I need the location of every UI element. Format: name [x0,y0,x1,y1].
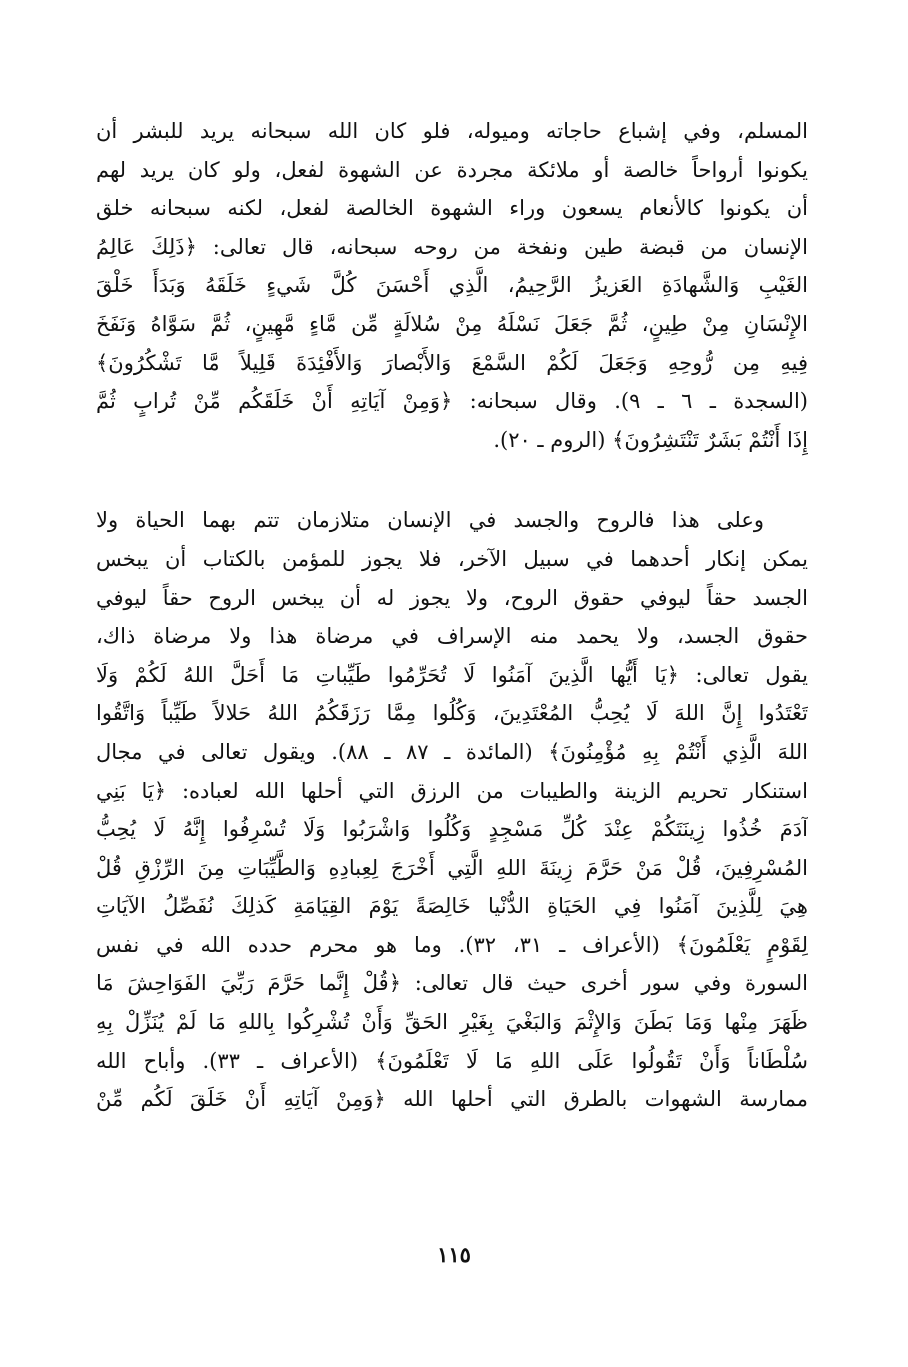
text-line: هِيَ لِلَّذِينَ آمَنُوا فِي الحَيَاةِ الدُّنْيا خَالِصَةً يَوْمَ القِيَامَةِ كَذلِكَ نُفَصِّلُ الآيَاتِ [96,894,808,919]
text-line: المُسْرِفِينَ، قُلْ مَنْ حَرَّمَ زِينَةَ اللهِ الَّتِي أَخْرَجَ لِعِبادِهِ وَالطَّيِّبَاتِ مِنَ الرِّزْقِ قُلْ [96,855,808,880]
text-line: الغَيْبِ وَالشَّهادَةِ العَزيزُ الرَّحِيمُ، الَّذِي أَحْسَنَ كُلَّ شَيءٍ خَلَقَهُ وَبَدَأَ خَلْقَ [96,273,808,298]
text-line: وعلى هذا فالروح والجسد في الإنسان متلازمان تتم بهما الحياة ولا [96,508,764,533]
text-line: يكونوا أرواحاً خالصة أو ملائكة مجردة عن الشهوة لفعل، ولو كان يريد لهم [96,157,808,182]
text-line: استنكار تحريم الزينة والطيبات من الرزق التي أحلها الله لعباده: ﴿يَا بَنِي [96,778,808,803]
text-line: ممارسة الشهوات بالطرق التي أحلها الله ﴿وَمِنْ آيَاتِهِ أَنْ خَلَقَ لَكُم مِّنْ [96,1087,808,1112]
text-line: (السجدة ـ ٦ ـ ٩). وقال سبحانه: ﴿وَمِنْ آيَاتِهِ أَنْ خَلَقَكُم مِّنْ تُرابٍ ثُمَّ [96,389,808,414]
text-line: أن يكونوا كالأنعام يسعون وراء الشهوة الخالصة لفعل، لكنه سبحانه خلق [96,196,808,221]
text-line: حقوق الجسد، ولا يحمد منه الإسراف في مرضاة هذا ولا مرضاة ذاك، [96,624,808,649]
text-line: فِيهِ مِن رُّوحِهِ وَجَعَلَ لَكُمْ السَّمْعَ وَالأَبْصارَ وَالأَفْئِدَةَ قَلِيلاً مَّا تَشْكُرُونَ﴾ [96,350,808,375]
text-line: اللهَ الَّذِي أَنْتُمْ بِهِ مُؤْمِنُونَ﴾ (المائدة ـ ٨٧ ـ ٨٨). ويقول تعالى في مجال [96,739,808,764]
text-line: المسلم، وفي إشباع حاجاته وميوله، فلو كان الله سبحانه يريد للبشر أن [96,119,808,143]
text-line: يمكن إنكار أحدهما في سبيل الآخر، فلا يجوز للمؤمن بالكتاب أن يبخس [96,546,808,571]
text-line: تَعْتَدُوا إِنَّ اللهَ لَا يُحِبُّ المُعْتَدِينَ، وَكُلُوا مِمَّا رَزَقَكُمُ اللهُ حَلالاً طَيِّباً وَاتَّقُوا [96,701,808,726]
text-line: لِقَوْمٍ يَعْلَمُونَ﴾ (الأعراف ـ ٣١، ٣٢). وما هو محرم حدده الله في نفس [96,932,808,957]
paragraph-1 [96,112,808,459]
text-line: الإنسان من قبضة طين ونفخة من روحه سبحانه، قال تعالى: ﴿ذَلِكَ عَالِمُ [96,234,808,259]
page-body [96,112,808,1119]
text-line: إِذَا أَنْتُمْ بَشَرٌ تَنْتَشِرُونَ﴾ (الروم ـ ٢٠). [493,427,808,452]
text-line: الجسد حقاً ليوفي حقوق الروح، ولا يجوز له أن يبخس الروح حقاً ليوفي [96,585,808,610]
text-line: السورة وفي سور أخرى حيث قال تعالى: ﴿قُلْ إِنَّما حَرَّمَ رَبِّيَ الفَوَاحِشَ مَا [96,971,808,996]
paragraph-2 [96,501,808,1119]
text-line: آدَمَ خُذُوا زِينَتَكُمْ عِنْدَ كُلِّ مَسْجِدٍ وَكُلُوا وَاشْرَبُوا وَلَا تُسْرِفُوا إِنَّهُ لَا يُحِبُّ [96,817,808,842]
paragraph-spacer [96,459,808,501]
text-line: ظَهَرَ مِنْها وَمَا بَطَنَ وَالإِثْمَ وَالبَغْيَ بِغَيْرِ الحَقِّ وَأَنْ تُشْرِكُوا بِاللهِ مَا لَمْ يُنَزِّلْ بِهِ [96,1010,808,1035]
text-line: الإِنْسَانِ مِنْ طِينٍ، ثُمَّ جَعَلَ نَسْلَهُ مِنْ سُلالَةٍ مِّن مَّاءٍ مَّهِينٍ، ثُمَّ سَوَّاهُ وَنَفَخَ [96,311,808,336]
text-line: يقول تعالى: ﴿يَا أَيُّها الَّذِينَ آمَنُوا لَا تُحَرِّمُوا طَيِّباتِ مَا أَحَلَّ اللهُ لَكُمْ وَلَا [96,662,808,687]
page-number: ١١٥ [437,1242,471,1267]
text-line: سُلْطَاناً وَأَنْ تَقُولُوا عَلَى اللهِ مَا لَا تَعْلَمُونَ﴾ (الأعراف ـ ٣٣). وأباح الله [96,1048,808,1073]
